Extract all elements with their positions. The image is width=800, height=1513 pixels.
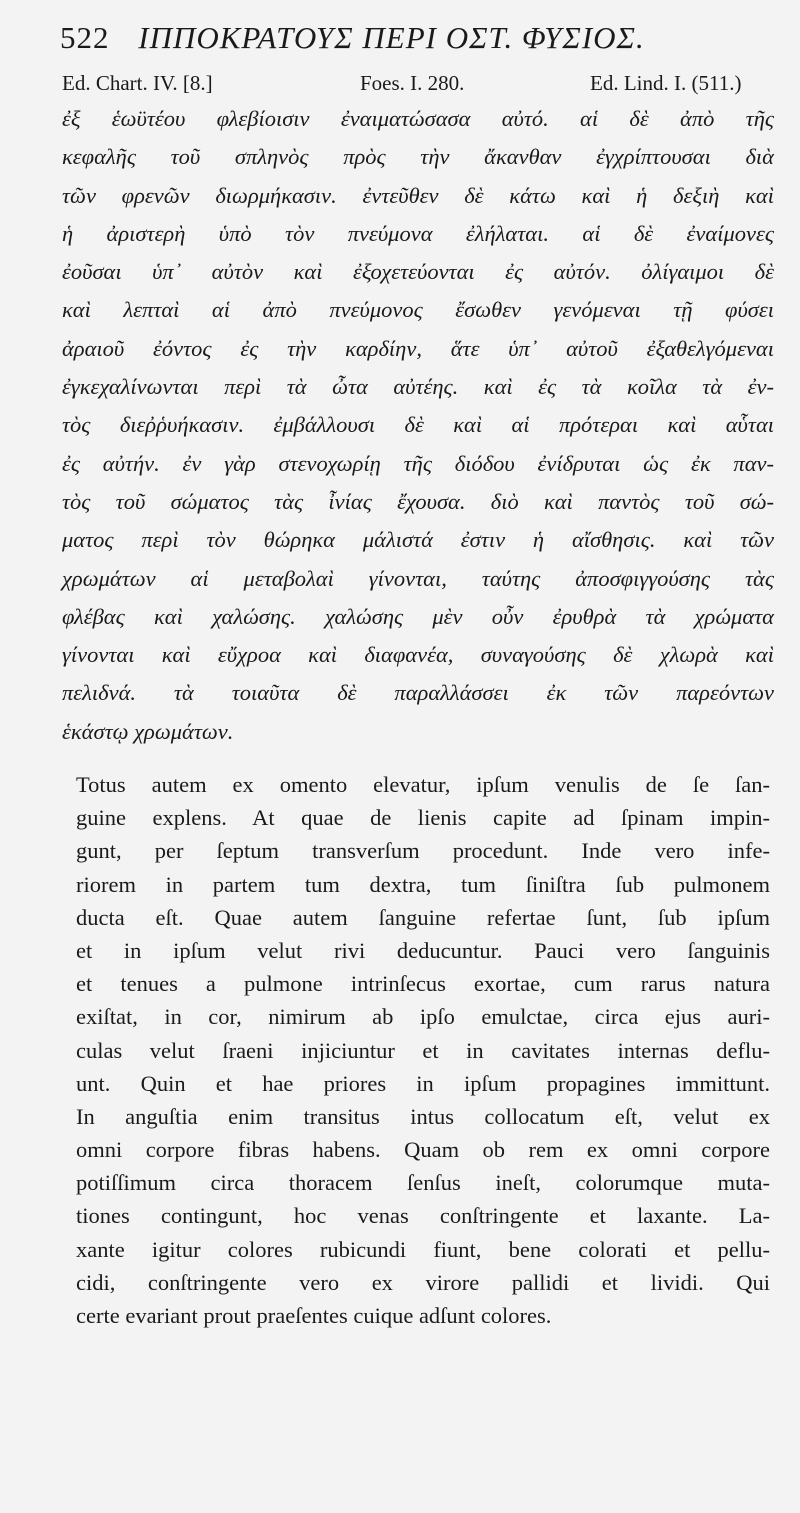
- greek-line: τῶν φρενῶν διωρμήκασιν. ἐντεῦθεν δὲ κάτω καὶ ἡ δεξιὴ καὶ: [62, 182, 774, 208]
- greek-line: ἐγκεχαλίνωνται περὶ τὰ ὦτα αὐτέης. καὶ ἐς τὰ κοῖλα τὰ ἐν-: [62, 374, 774, 400]
- greek-line: φλέβας καὶ χαλώσης. χαλώσης μὲν οὖν ἐρυθρὰ τὰ χρώματα: [62, 603, 774, 629]
- greek-line: ἀραιοῦ ἐόντος ἐς τὴν καρδίην, ἅτε ὑπ᾽ αὐτοῦ ἐξαθελγόμεναι: [62, 335, 774, 361]
- greek-line: ἐξ ἑωϋτέου φλεβίοισιν ἐναιματώσασα αὐτό. αἱ δὲ ἀπὸ τῆς: [62, 106, 774, 131]
- latin-line: cidi, conſtringente vero ex virore pallidi et lividi. Qui: [76, 1269, 770, 1295]
- latin-line: unt. Quin et hae priores in ipſum propagines immittunt.: [76, 1070, 770, 1096]
- running-head: [60, 20, 760, 66]
- chartier-reference: Ed. Chart. IV. [8.]: [62, 71, 213, 95]
- greek-line: ἐοῦσαι ὑπ᾽ αὐτὸν καὶ ἐξοχετεύονται ἐς αὐτόν. ὀλίγαιμοι δὲ: [62, 259, 774, 285]
- latin-line: ducta eſt. Quae autem ſanguine refertae ſunt, ſub ipſum: [76, 904, 770, 930]
- latin-line: riorem in partem tum dextra, tum ſiniſtra ſub pulmonem: [76, 871, 770, 897]
- latin-line: et in ipſum velut rivi deducuntur. Pauci vero ſanguinis: [76, 937, 770, 963]
- latin-line: certe evariant prout praeſentes cuique adſunt colores.: [76, 1303, 552, 1328]
- latin-line: culas velut ſraeni injiciuntur et in cavitates internas deflu-: [76, 1037, 770, 1063]
- greek-line: ἡ ἀριστερὴ ὑπὸ τὸν πνεύμονα ἐλήλαται. αἱ δὲ ἐναίμονες: [62, 220, 774, 246]
- greek-text: [62, 100, 774, 751]
- latin-line: xante igitur colores rubicundi fiunt, bene colorati et pellu-: [76, 1236, 770, 1262]
- latin-line: guine explens. At quae de lienis capite ad ſpinam impin-: [76, 805, 770, 831]
- greek-line: ματος περὶ τὸν θώρηκα μάλιστά ἐστιν ἡ αἴσθησις. καὶ τῶν: [62, 527, 774, 553]
- greek-line: τὸς διεῤῥυήκασιν. ἐμβάλλουσι δὲ καὶ αἱ πρότεραι καὶ αὗται: [62, 412, 774, 438]
- latin-translation: [76, 768, 770, 1332]
- foesius-reference: Foes. I. 280.: [360, 71, 465, 95]
- running-title: ΙΠΠΟΚΡΑΤΟΥΣ ΠΕΡΙ ΟΣΤ. ΦΥΣΙΟΣ.: [138, 20, 645, 55]
- latin-line: Totus autem ex omento elevatur, ipſum venulis de ſe ſan-: [76, 772, 770, 797]
- greek-line: γίνονται καὶ εὔχροα καὶ διαφανέα, συναγούσης δὲ χλωρὰ καὶ: [62, 642, 774, 668]
- greek-line: κεφαλῆς τοῦ σπληνὸς πρὸς τὴν ἄκανθαν ἐγχρίπτουσαι διὰ: [62, 144, 774, 170]
- linden-reference: Ed. Lind. I. (511.): [590, 71, 742, 95]
- latin-line: exiſtat, in cor, nimirum ab ipſo emulctae, circa ejus auri-: [76, 1004, 770, 1030]
- greek-line: τὸς τοῦ σώματος τὰς ἶνίας ἔχουσα. διὸ καὶ παντὸς τοῦ σώ-: [62, 488, 774, 514]
- greek-line: χρωμάτων αἱ μεταβολαὶ γίνονται, ταύτης ἀποσφιγγούσης τὰς: [62, 565, 774, 591]
- latin-line: et tenues a pulmone intrinſecus exortae, cum rarus natura: [76, 971, 770, 997]
- page-number: 522: [60, 20, 110, 55]
- latin-line: potiſſimum circa thoracem ſenſus ineſt, colorumque muta-: [76, 1170, 770, 1196]
- greek-line: πελιδνά. τὰ τοιαῦτα δὲ παραλλάσσει ἐκ τῶν παρεόντων: [62, 680, 774, 706]
- greek-line: ἑκάστῳ χρωμάτων.: [62, 718, 234, 744]
- latin-line: In anguſtia enim transitus intus collocatum eſt, velut ex: [76, 1103, 770, 1129]
- latin-line: tiones contingunt, hoc venas conſtringente et laxante. La-: [76, 1203, 770, 1229]
- latin-line: omni corpore fibras habens. Quam ob rem ex omni corpore: [76, 1137, 770, 1163]
- latin-line: gunt, per ſeptum transverſum procedunt. Inde vero infe-: [76, 838, 770, 864]
- greek-line: ἐς αὐτήν. ἐν γὰρ στενοχωρίῃ τῆς διόδου ἐνίδρυται ὡς ἐκ παν-: [62, 450, 774, 476]
- greek-line: καὶ λεπταὶ αἱ ἀπὸ πνεύμονος ἔσωθεν γενόμεναι τῇ φύσει: [62, 297, 774, 323]
- edition-references: [62, 71, 792, 101]
